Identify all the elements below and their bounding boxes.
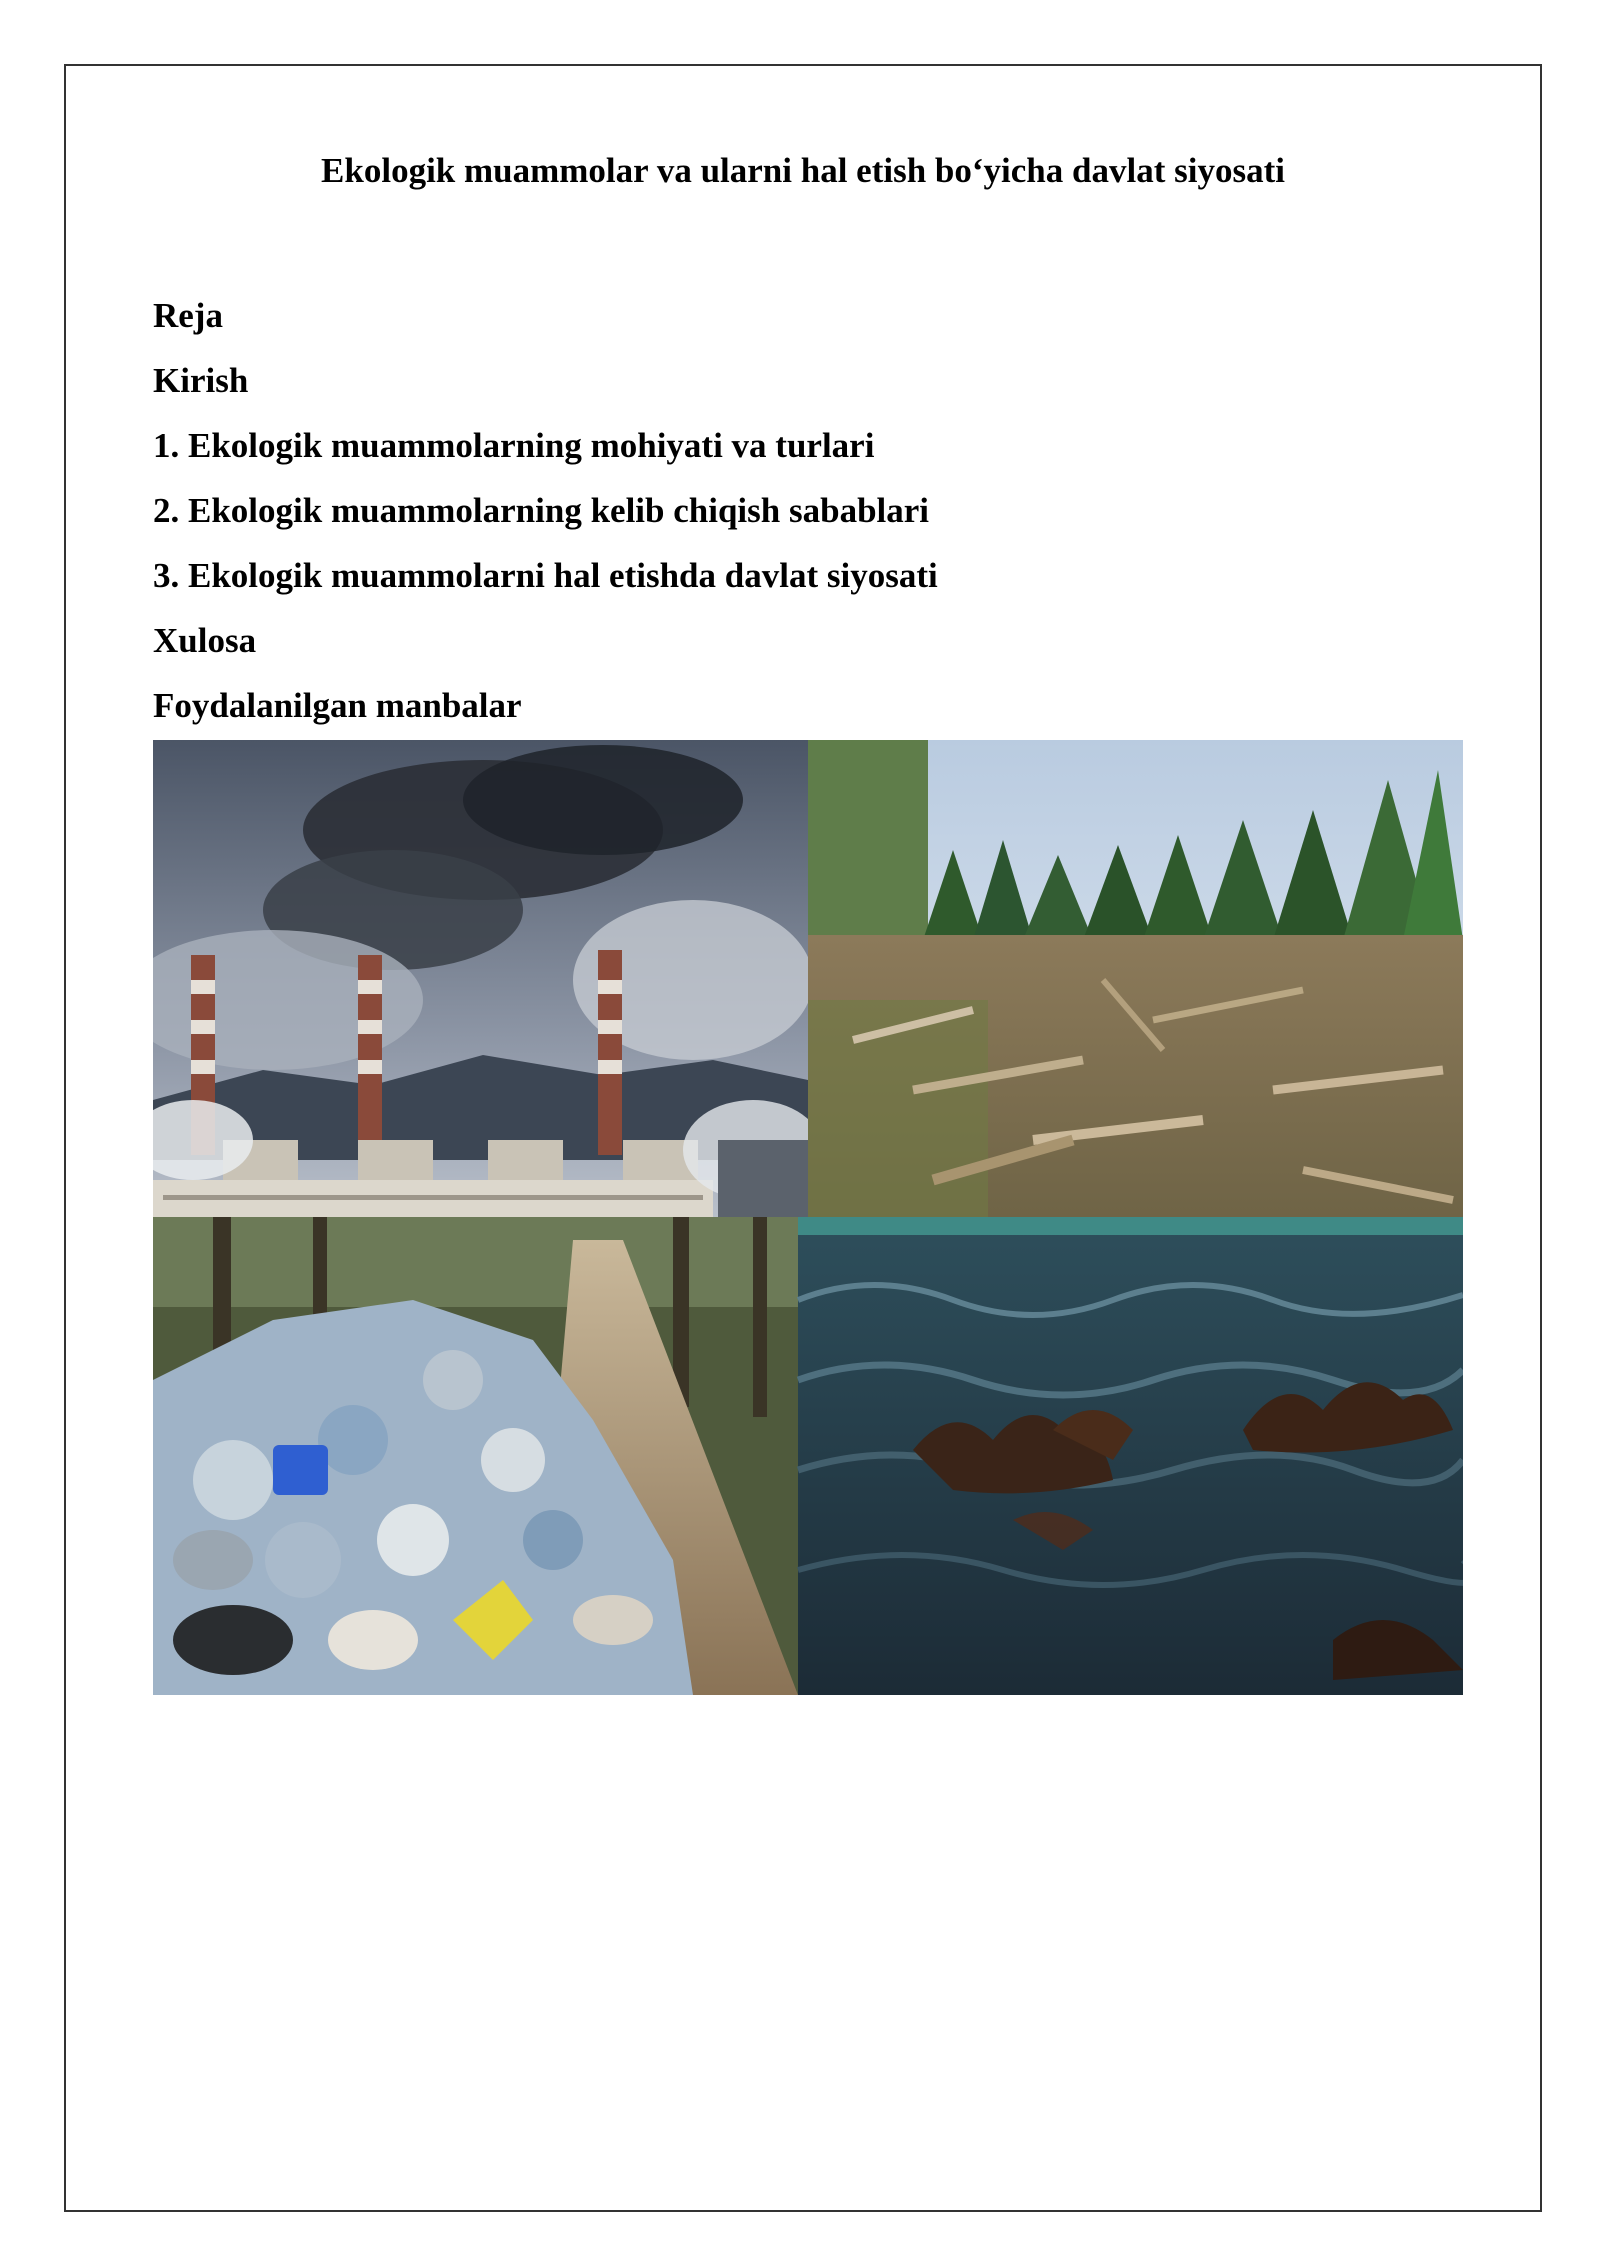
plan-item-conclusion: Xulosa [153, 621, 257, 660]
ecology-collage-image [153, 740, 1463, 1695]
plan-heading: Reja [153, 296, 223, 335]
plan-item-intro: Kirish [153, 361, 249, 400]
collage-panel-factory [153, 740, 823, 1217]
plan-item-3: 3. Ekologik muammolarni hal etishda davlat siyosati [153, 556, 938, 595]
collage-panel-oil-water [798, 1217, 1463, 1695]
plan-item-1: 1. Ekologik muammolarning mohiyati va turlari [153, 426, 875, 465]
collage-panel-deforestation [808, 740, 1463, 1217]
plan-item-2: 2. Ekologik muammolarning kelib chiqish sabablari [153, 491, 930, 530]
collage-panel-garbage [153, 1217, 798, 1695]
plan-outline [153, 283, 938, 738]
plan-item-references: Foydalanilgan manbalar [153, 686, 522, 725]
document-title: Ekologik muammolar va ularni hal etish bo‘yicha davlat siyosati [321, 151, 1285, 190]
